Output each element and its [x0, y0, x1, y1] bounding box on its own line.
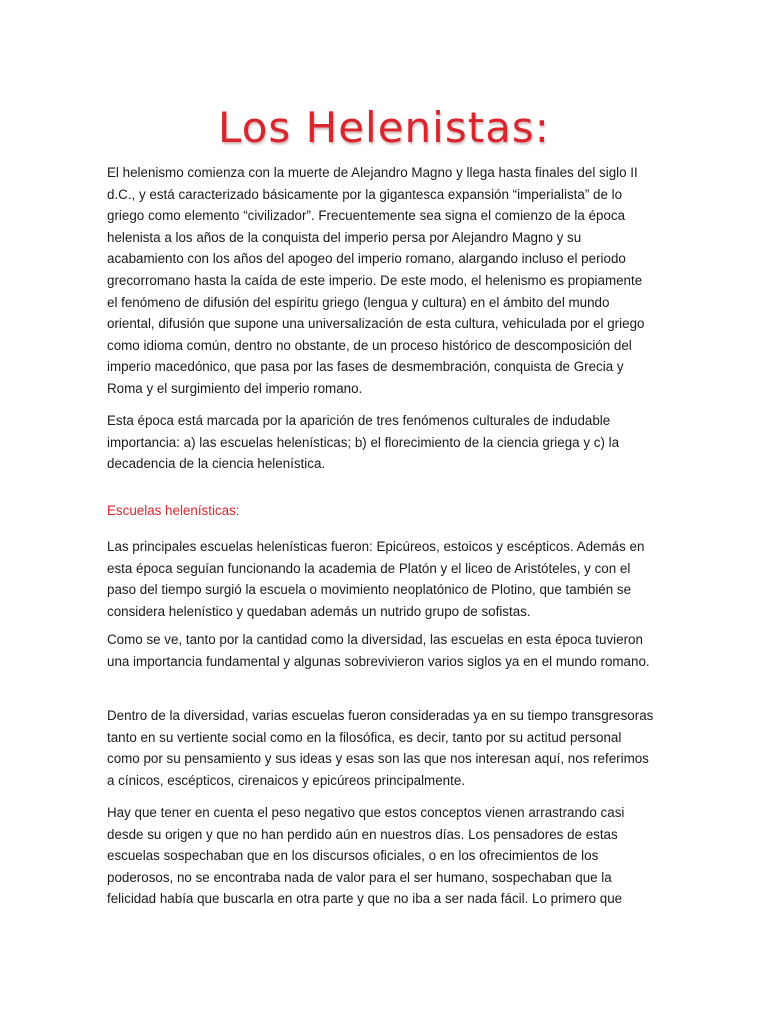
- paragraph-negative-weight: Hay que tener en cuenta el peso negativo que estos conceptos vienen arrastrando casi desde su origen y que no han perdido aún en nuestros días. Los pensadores de estas escuelas sospechaban que en los discursos oficiales, o en los ofrecimientos de los poderosos, no se encontraba nada de valor para el ser humano, sospechaban que la felicidad había que buscarla en otra parte y que no iba a ser nada fácil. Lo primero que: [107, 805, 625, 907]
- document-title: Los Helenistas:: [218, 103, 550, 152]
- section-heading: Escuelas helenísticas:: [107, 503, 240, 518]
- paragraph-transgressors: Dentro de la diversidad, varias escuelas fueron consideradas ya en su tiempo transgresoras tanto en su vertiente social como en la filosófica, es decir, tanto por su actitud personal como por su pensamiento y sus ideas y esas son las que nos interesan aquí, nos referimos a cínicos, escépticos, cirenaicos y epicúreos principalmente.: [107, 708, 654, 788]
- paragraph-phenomena: Esta época está marcada por la aparición de tres fenómenos culturales de indudable importancia: a) las escuelas helenísticas; b) el florecimiento de la ciencia griega y c) la decadencia de la ciencia helenística.: [107, 413, 620, 472]
- paragraph-diversity: Como se ve, tanto por la cantidad como la diversidad, las escuelas en esta época tuvieron una importancia fundamental y algunas sobrevivieron varios siglos ya en el mundo romano.: [107, 632, 650, 669]
- paragraph-intro: El helenismo comienza con la muerte de Alejandro Magno y llega hasta finales del siglo II d.C., y está caracterizado básicamente por la gigantesca expansión “imperialista” de lo griego como elemento “civilizador”. Frecuentemente sea signa el comienzo de la época helenista a los años de la conquista del imperio persa por Alejandro Magno y su acabamiento con los años del apogeo del imperio romano, alargando incluso el periodo grecorromano hasta la caída de este imperio. De este modo, el helenismo es propiamente el fenómeno de difusión del espíritu griego (lengua y cultura) en el ámbito del mundo oriental, difusión que supone una universalización de esta cultura, vehiculada por el griego como idioma común, dentro no obstante, de un proceso histórico de descomposición del imperio macedónico, que pasa por las fases de desmembración, conquista de Grecia y Roma y el surgimiento del imperio romano.: [107, 165, 645, 396]
- paragraph-schools: Las principales escuelas helenísticas fueron: Epicúreos, estoicos y escépticos. Además en esta época seguían funcionando la academia de Platón y el liceo de Aristóteles, y con el paso del tiempo surgió la escuela o movimiento neoplatónico de Plotino, que también se considera helenístico y quedaban además un nutrido grupo de sofistas.: [107, 539, 645, 619]
